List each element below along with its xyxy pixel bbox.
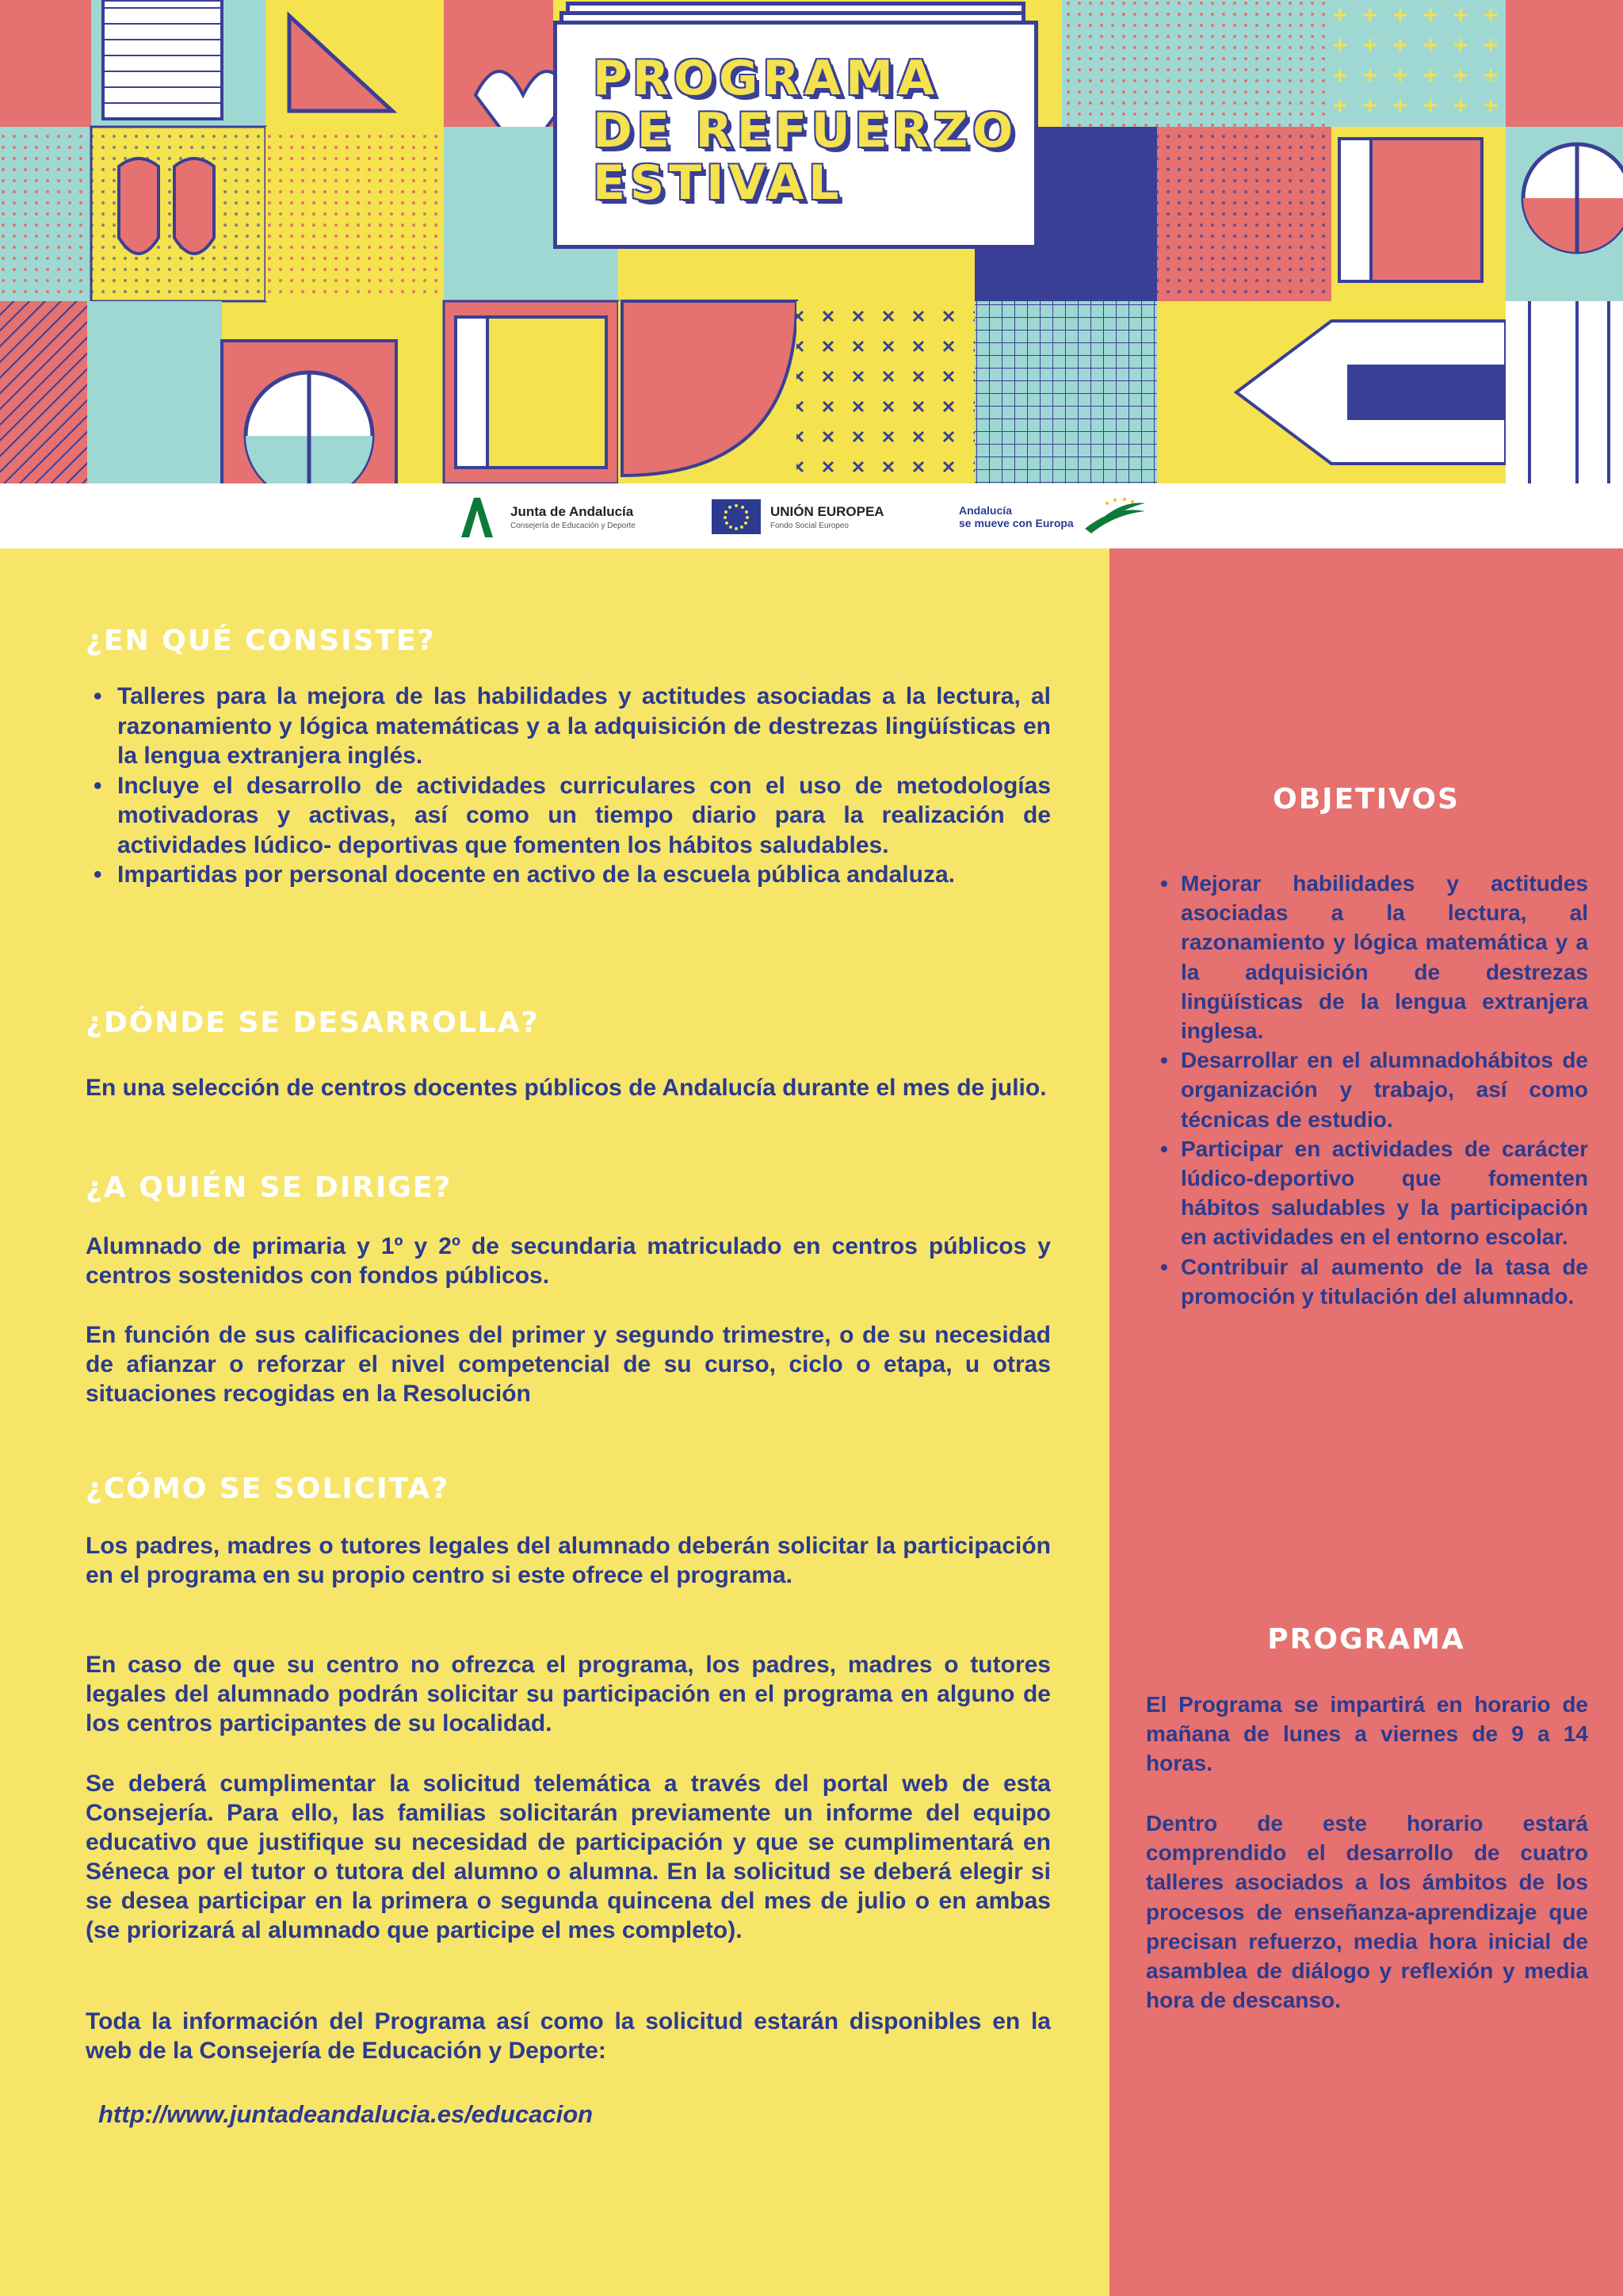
- andalucia-swoosh-icon: [1083, 497, 1147, 537]
- eu-flag-icon: [712, 499, 761, 534]
- section-heading-programa: PROGRAMA: [1267, 1623, 1465, 1656]
- section-heading-como: ¿CÓMO SE SOLICITA?: [86, 1473, 450, 1505]
- como-paragraph: Se deberá cumplimentar la solicitud telemática a través del portal web de esta Consejería. Para ello, las familias solicitarán previamente un informe del equipo educativo que justifique su necesidad de participación y que se cumplimentará en Séneca por el tutor o tutora del alumno o alumna. En la solicitud se deberá elegir si se desea participar en la primera o segunda quincena del mes de julio o en ambas (se priorizará al alumnado que participe el mes completo).: [86, 1771, 1051, 1943]
- programa-paragraph: El Programa se impartirá en horario de mañana de lunes a viernes de 9 a 14 horas.: [1146, 1692, 1588, 1776]
- section-heading-objetivos: OBJETIVOS: [1273, 783, 1460, 816]
- list-item: • Contribuir al aumento de la tasa de promoción y titulación del alumnado.: [1152, 1252, 1588, 1311]
- title-card: [553, 21, 1038, 249]
- sponsor-logos: [0, 483, 1623, 548]
- list-item: • Talleres para la mejora de las habilidades y actitudes asociadas a la lectura, al razonamiento y lógica matemáticas y a la adquisición de destrezas lingüísticas en la lengua extranjera inglés.: [86, 682, 1051, 771]
- junta-andalucia-icon: [453, 493, 501, 541]
- list-item: • Mejorar habilidades y actitudes asociadas a la lectura, al razonamiento y lógica matemática y a la adquisición de destrezas lingüísticas de la lengua extranjera inglesa.: [1152, 869, 1588, 1045]
- header-banner: [0, 0, 1623, 483]
- list-item: • Participar en actividades de carácter lúdico-deportivo que fomenten hábitos saludables y la participación en actividades en el entorno escolar.: [1152, 1134, 1588, 1252]
- como-paragraph: Toda la información del Programa así como la solicitud estarán disponibles en la web de la Consejería de Educación y Deporte:: [86, 2008, 1051, 2064]
- junta-andalucia-logo: Junta de Andalucía Consejería de Educación y Deporte: [453, 491, 636, 542]
- quien-paragraph: En función de sus calificaciones del primer y segundo trimestre, o de su necesidad de afianzar o reforzar el nivel competencial de su curso, ciclo o etapa, u otras situaciones recogidas en la Resolución: [86, 1322, 1051, 1407]
- section-heading-quien: ¿A QUIÉN SE DIRIGE?: [86, 1171, 453, 1204]
- quien-paragraph: Alumnado de primaria y 1º y 2º de secundaria matriculado en centros públicos y centros sostenidos con fondos públicos.: [86, 1233, 1051, 1289]
- list-item: • Impartidas por personal docente en activo de la escuela pública andaluza.: [86, 860, 1051, 890]
- list-item: • Incluye el desarrollo de actividades curriculares con el uso de metodologías motivadoras y activas, así como un tiempo diario para la realización de actividades lúdico- deportivas que fomenten los hábitos saludables.: [86, 771, 1051, 861]
- main-content: [0, 548, 1109, 2296]
- union-europea-logo: UNIÓN EUROPEA Fondo Social Europeo: [712, 491, 884, 542]
- donde-text: En una selección de centros docentes públicos de Andalucía durante el mes de julio.: [86, 1075, 1047, 1101]
- list-item: • Desarrollar en el alumnadohábitos de organización y trabajo, así como técnicas de estudio.: [1152, 1045, 1588, 1134]
- objetivos-list: [1152, 869, 1588, 1311]
- section-heading-consiste: ¿EN QUÉ CONSISTE?: [86, 625, 436, 657]
- consiste-list: [86, 682, 1051, 890]
- como-paragraph: Los padres, madres o tutores legales del alumnado deberán solicitar la participación en el programa en su propio centro si este ofrece el programa.: [86, 1533, 1051, 1588]
- sidebar: [1109, 548, 1623, 2296]
- como-paragraph: En caso de que su centro no ofrezca el programa, los padres, madres o tutores legales del alumnado podrán solicitar su participación en el programa en alguno de los centros participantes de su localidad.: [86, 1652, 1051, 1736]
- andalucia-europa-logo: Andalucía se mueve con Europa: [959, 491, 1147, 542]
- programa-paragraph: Dentro de este horario estará comprendido el desarrollo de cuatro talleres asociados a los ámbitos de los procesos de enseñanza-aprendizaje que precisan refuerzo, media hora inicial de asamblea de diálogo y reflexión y media hora de descanso.: [1146, 1811, 1588, 2013]
- page-title: PROGRAMA DE REFUERZO ESTIVAL: [593, 51, 1018, 211]
- section-heading-donde: ¿DÓNDE SE DESARROLLA?: [86, 1007, 540, 1039]
- consejeria-link[interactable]: http://www.juntadeandalucia.es/educacion: [98, 2100, 594, 2128]
